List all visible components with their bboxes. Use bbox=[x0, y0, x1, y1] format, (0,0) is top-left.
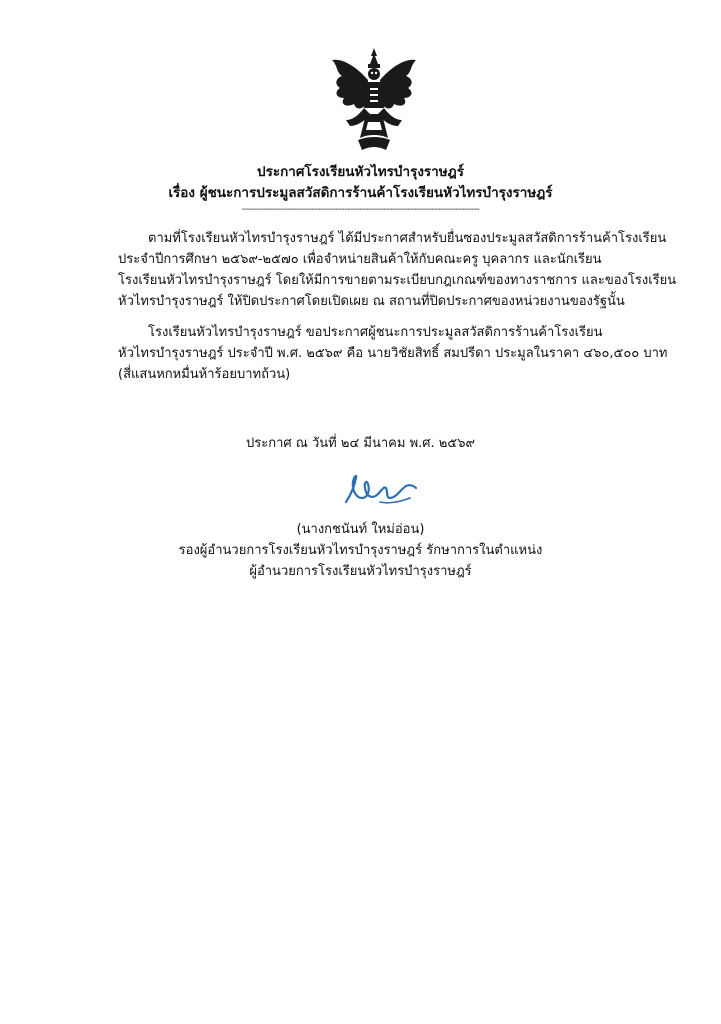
separator-line: ------------------------------------------------------------------------------- bbox=[241, 204, 480, 215]
paragraph-line: ตามที่โรงเรียนหัวไทรบำรุงราษฎร์ ได้มีประกาศสำหรับยื่นซองประมูลสวัสดิการร้านค้าโรงเรียน bbox=[148, 231, 667, 246]
announcement-title: ประกาศโรงเรียนหัวไทรบำรุงราษฎร์ bbox=[257, 164, 464, 180]
body-paragraph-2 bbox=[118, 322, 668, 385]
body-paragraph-1 bbox=[118, 228, 677, 312]
paragraph-line: โรงเรียนหัวไทรบำรุงราษฎร์ ขอประกาศผู้ชนะการประมูลสวัสดิการร้านค้าโรงเรียน bbox=[148, 325, 603, 340]
signer-name: (นางกชนันท์ ใหม่อ่อน) bbox=[296, 522, 425, 537]
paragraph-line: หัวไทรบำรุงราษฎร์ ประจำปี พ.ศ. ๒๕๖๙ คือ นายวิชัยสิทธิ์ สมปรีดา ประมูลในราคา ๔๖๐,๕๐๐ บาท bbox=[118, 346, 668, 361]
garuda-emblem-icon bbox=[328, 46, 420, 154]
paragraph-line: โรงเรียนหัวไทรบำรุงราษฎร์ โดยให้มีการขายตามระเบียบกฎเกณฑ์ของทางราชการ และของโรงเรียน bbox=[118, 273, 677, 288]
signer-position: รองผู้อำนวยการโรงเรียนหัวไทรบำรุงราษฎร์ รักษาการในตำแหน่ง bbox=[178, 543, 543, 558]
paragraph-line: ประจำปีการศึกษา ๒๕๖๙-๒๕๗๐ เพื่อจำหน่ายสินค้าให้กับคณะครู บุคลากร และนักเรียน bbox=[118, 252, 602, 267]
signer-acting-position: ผู้อำนวยการโรงเรียนหัวไทรบำรุงราษฎร์ bbox=[249, 564, 472, 579]
announcement-subject: เรื่อง ผู้ชนะการประมูลสวัสดิการร้านค้าโรงเรียนหัวไทรบำรุงราษฎร์ bbox=[168, 185, 553, 201]
handwritten-signature bbox=[340, 468, 420, 512]
paragraph-line: (สี่แสนหกหมื่นห้าร้อยบาทถ้วน) bbox=[118, 367, 291, 382]
paragraph-line: หัวไทรบำรุงราษฎร์ ให้ปิดประกาศโดยเปิดเผย ณ สถานที่ปิดประกาศของหน่วยงานของรัฐนั้น bbox=[118, 294, 625, 309]
announcement-date: ประกาศ ณ วันที่ ๒๔ มีนาคม พ.ศ. ๒๕๖๙ bbox=[246, 436, 475, 451]
